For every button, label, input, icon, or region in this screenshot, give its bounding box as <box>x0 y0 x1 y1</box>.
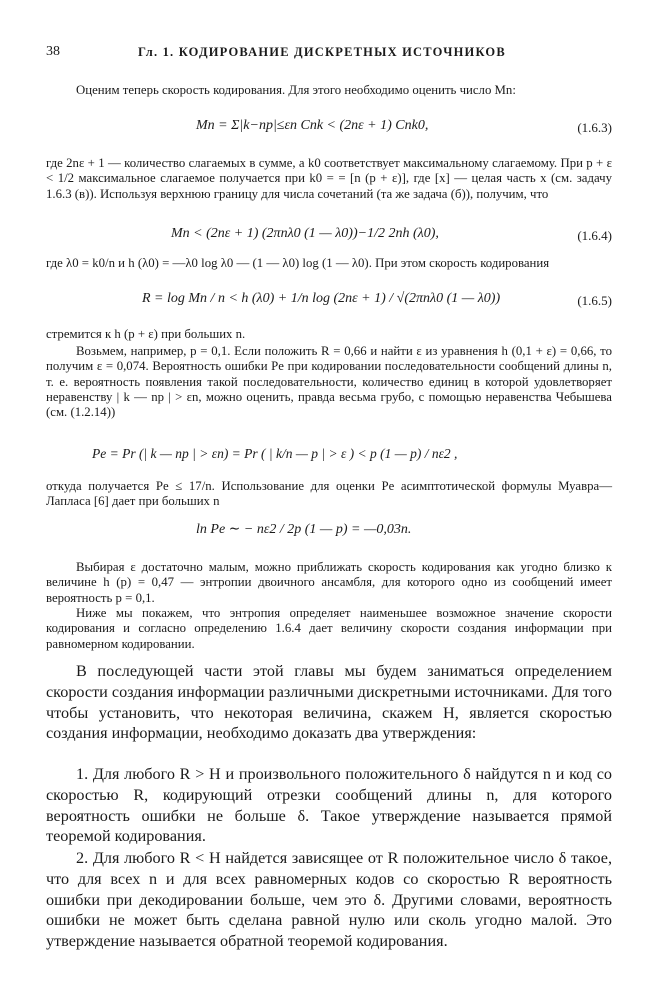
formula-expression: Mn = Σ|k−np|≤εn Cnk < (2nε + 1) Cnk0, <box>196 118 429 133</box>
formula-expression: R = log Mn / n < h (λ0) + 1/n log (2nε + 1) / √(2πnλ0 (1 — λ0)) <box>142 291 501 306</box>
paragraph-5: Возьмем, например, p = 0,1. Если положить R = 0,66 и найти ε из уравнения h (0,1 + ε) = 0,66, то получим ε = 0,074. Вероятность ошибки Pe при кодировании последовательности сообщений длины n, т. е. вероятность появления такой последовательности, количество единиц в которой удовлетворяет неравенству | k — np | > εn, можно оценить, правда весьма грубо, с помощью неравенства Чебышева (см. (1.2.14)) <box>46 344 612 420</box>
chapter-title: Гл. 1. КОДИРОВАНИЕ ДИСКРЕТНЫХ ИСТОЧНИКОВ <box>138 45 506 59</box>
running-header <box>46 44 612 62</box>
formula-1-6-5 <box>46 291 612 325</box>
equation-number: (1.6.3) <box>577 120 612 135</box>
formula-expression: Mn < (2nε + 1) (2πnλ0 (1 — λ0))−1/2 2nh (λ0), <box>171 226 439 241</box>
formula-moivre-laplace <box>46 521 612 555</box>
equation-number: (1.6.4) <box>577 228 612 243</box>
formula-1-6-3 <box>46 118 612 152</box>
formula-expression: Pe = Pr (| k — np | > εn) = Pr ( | k/n — p | > ε ) < p (1 — p) / nε2 , <box>92 446 458 461</box>
paragraph-11: 2. Для любого R < H найдется зависящее от R положительное число δ такое, что для всех n и для всех равномерных кодов со скоростью R вероятность ошибки при декодировании больше, чем это δ. Другими словами, вероятность ошибки не может быть сделана равной нулю или сколь угодно малой. Это утверждение называется обратной теоремой кодирования. <box>46 849 612 951</box>
paragraph-10: 1. Для любого R > H и произвольного положительного δ найдутся n и код со скоростью R, кодирующий отрезки сообщений длины n, для которого вероятность ошибки не больше δ. Такое утверждение называется прямой теоремой кодирования. <box>46 765 612 846</box>
paragraph-4: стремится к h (p + ε) при больших n. <box>46 327 246 341</box>
paragraph-9: В последующей части этой главы мы будем заниматься определением скорости создания информации различными дискретными источниками. Для того чтобы установить, что некоторая величина, скажем H, является скоростью создания информации, необходимо доказать два утверждения: <box>46 662 612 743</box>
formula-expression: ln Pe ∼ − nε2 / 2p (1 — p) = —0,03n. <box>196 522 412 537</box>
paragraph-8: Ниже мы покажем, что энтропия определяет наименьшее возможное значение скорости кодирования и согласно определению 1.6.4 дает величину скорости создания информации при равномерном кодировании. <box>46 606 612 651</box>
paragraph-6: откуда получается Pe ≤ 17/n. Использование для оценки Pe асимптотической формулы Муавра—Лапласа [6] дает при больших n <box>46 479 612 509</box>
equation-number: (1.6.5) <box>577 293 612 308</box>
paragraph-7: Выбирая ε достаточно малым, можно приближать скорость кодирования как угодно близко к величине h (p) = 0,47 — энтропии двоичного ансамбля, для которого одно из сообщений имеет вероятность p = 0,1. <box>46 560 612 605</box>
paragraph-1: Оценим теперь скорость кодирования. Для этого необходимо оценить число Mn: <box>76 83 516 97</box>
page-number: 38 <box>46 44 60 59</box>
formula-chebyshev <box>46 446 612 480</box>
formula-1-6-4 <box>46 226 612 260</box>
paragraph-2: где 2nε + 1 — количество слагаемых в сумме, а k0 соответствует максимальному слагаемому. При p + ε < 1/2 максимальное слагаемое получается при k0 = = [n (p + ε)], где [x] — целая часть x (см. задачу 1.6.3 (в)). Используя верхнюю границу для числа сочетаний (та же задача (б)), получим, что <box>46 156 612 201</box>
paragraph-3: где λ0 = k0/n и h (λ0) = —λ0 log λ0 — (1 — λ0) log (1 — λ0). При этом скорость кодирования <box>46 256 550 270</box>
